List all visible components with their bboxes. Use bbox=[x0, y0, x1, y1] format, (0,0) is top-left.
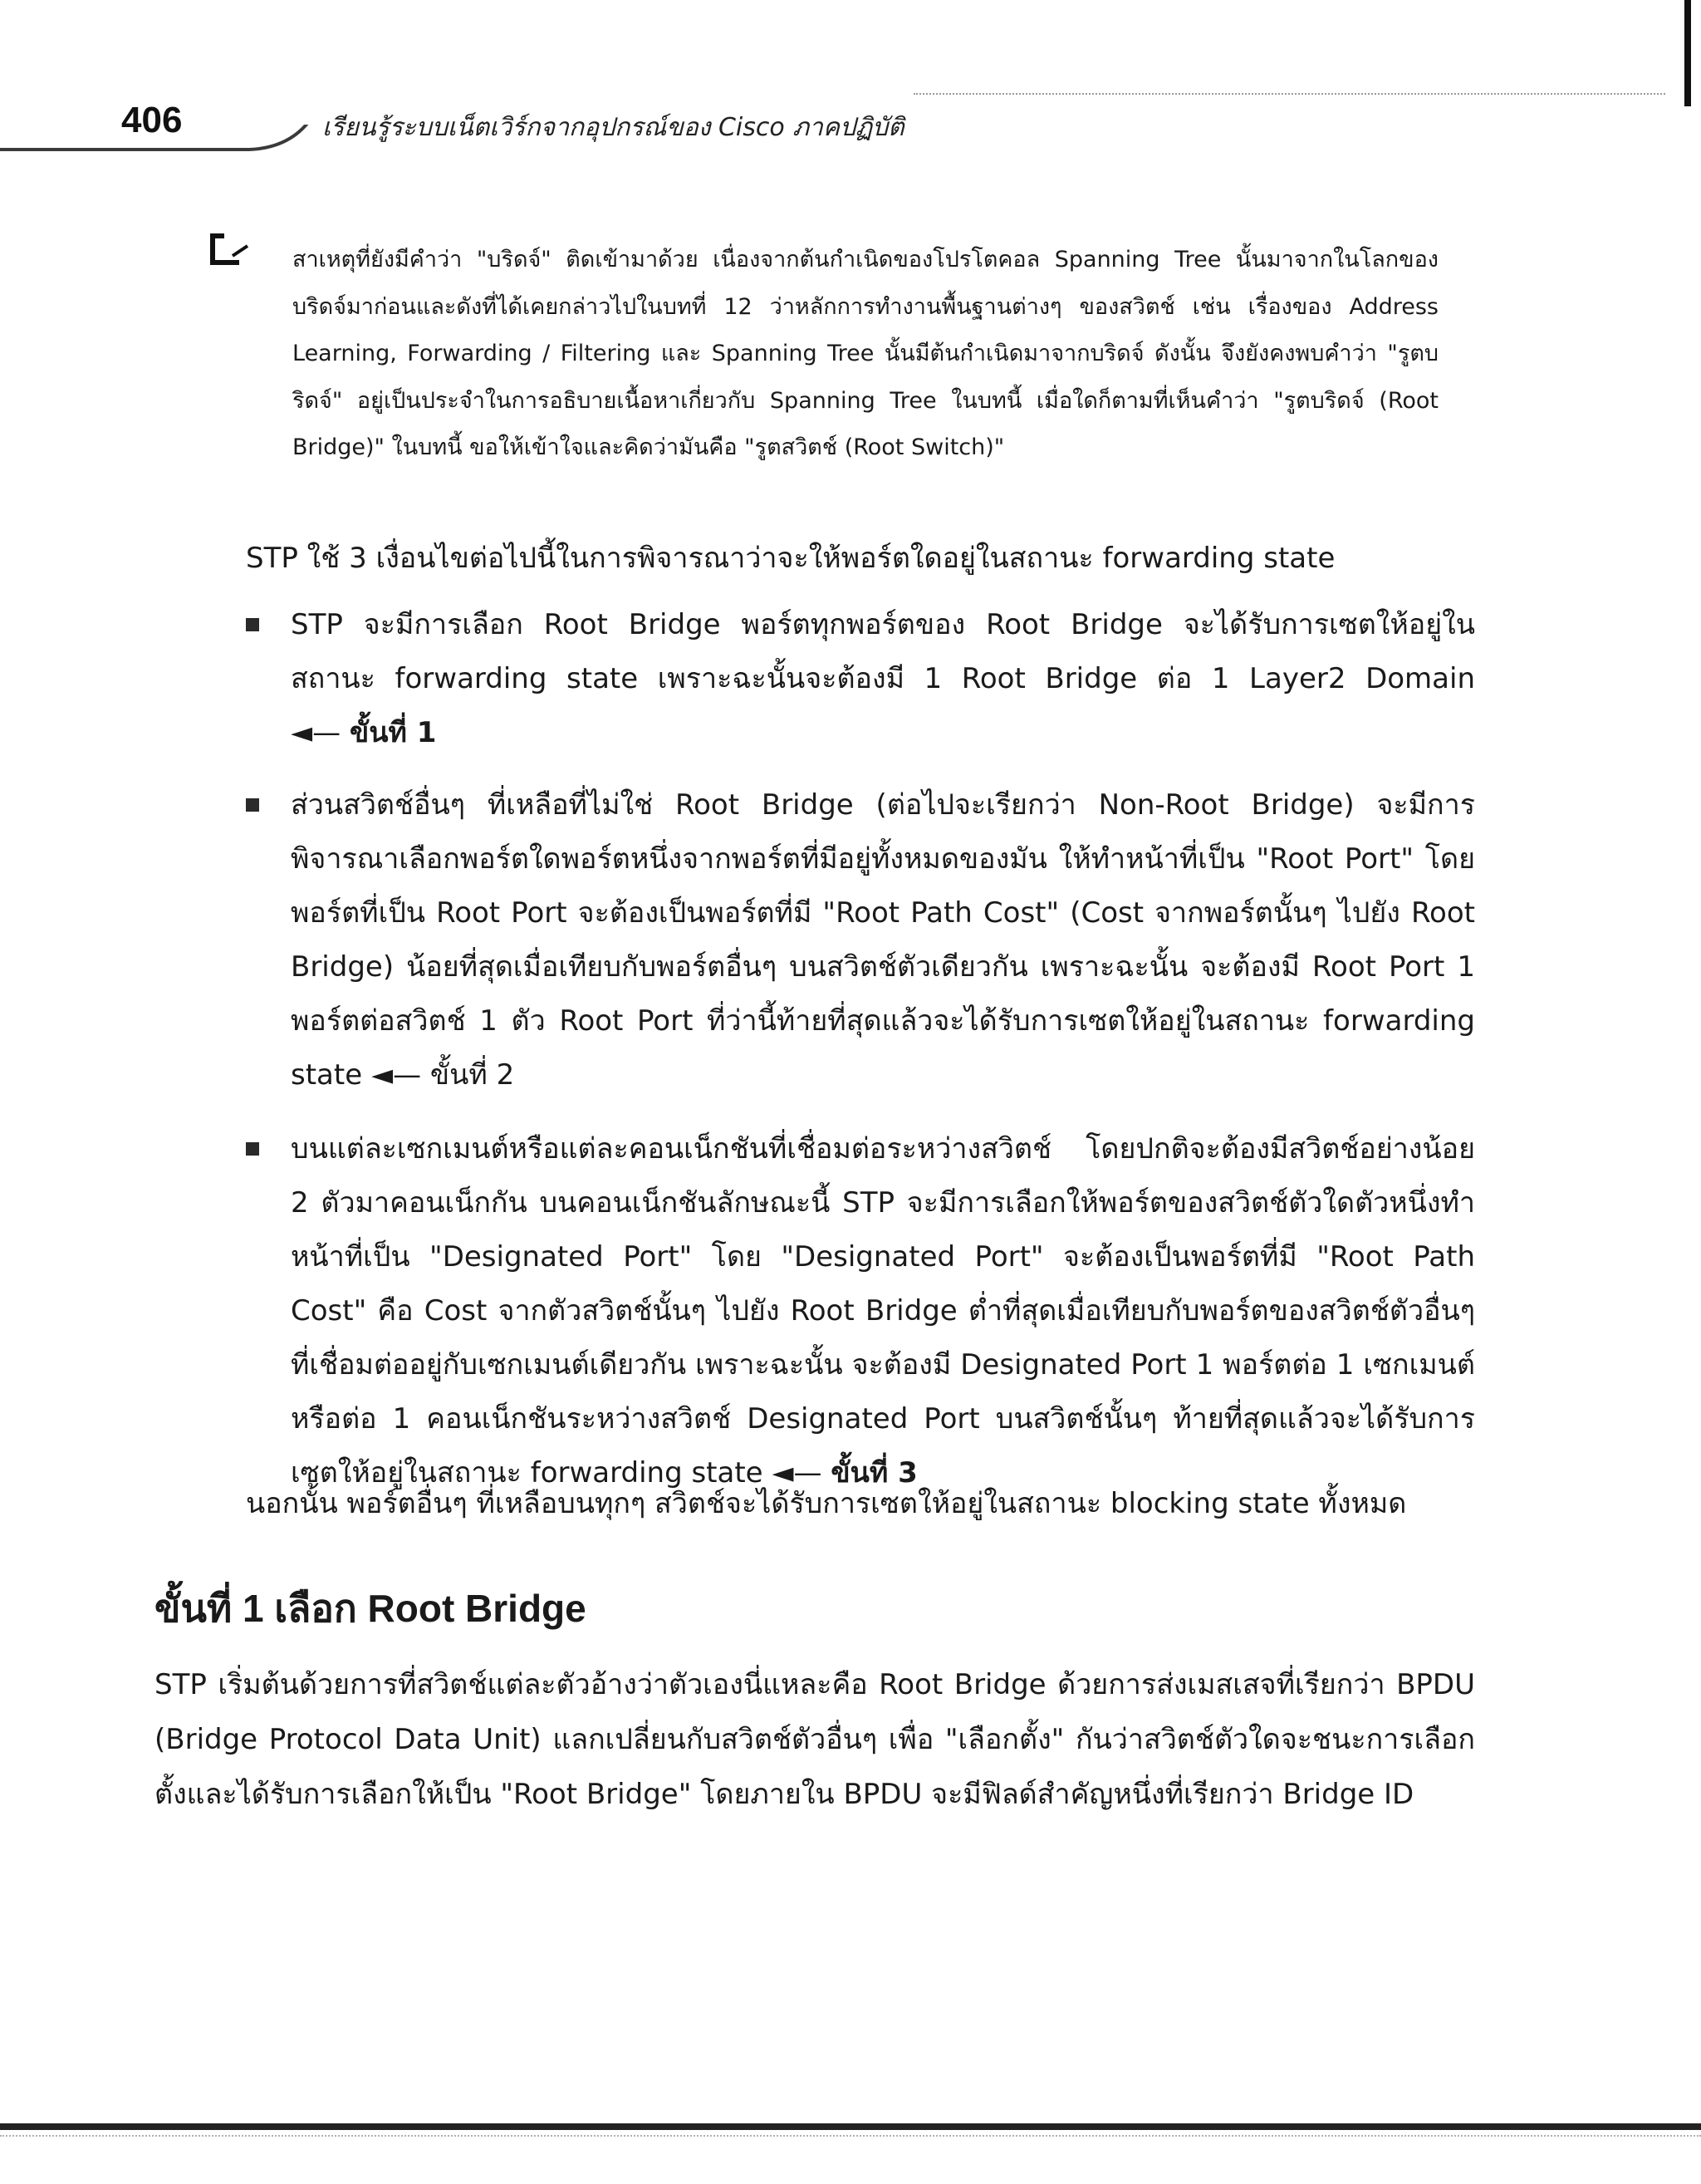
intro-paragraph: STP ใช้ 3 เงื่อนไขต่อไปนี้ในการพิจารณาว่าจะให้พอร์ตใดอยู่ในสถานะ forwarding state bbox=[246, 542, 1336, 575]
footer-dotted-line bbox=[0, 2135, 1701, 2137]
bullet-square-icon bbox=[246, 1142, 259, 1156]
condition-list bbox=[246, 598, 1475, 1500]
footer-rule bbox=[0, 2123, 1701, 2130]
page-edge-mark bbox=[1684, 0, 1691, 106]
bullet-square-icon bbox=[246, 618, 259, 631]
arrow-icon: ◄— bbox=[291, 716, 341, 749]
step-label: ขั้นที่ 3 bbox=[831, 1456, 918, 1490]
condition-text: STP จะมีการเลือก Root Bridge พอร์ตทุกพอร์ตของ Root Bridge จะได้รับการเซตให้อยู่ในสถานะ forwarding state เพราะฉะนั้นจะต้องมี 1 Root Bridge ต่อ 1 Layer2 Domain bbox=[291, 608, 1475, 695]
condition-text: ส่วนสวิตช์อื่นๆ ที่เหลือที่ไม่ใช่ Root Bridge (ต่อไปจะเรียกว่า Non-Root Bridge) จะมีการพิจารณาเลือกพอร์ตใดพอร์ตหนึ่งจากพอร์ตที่มีอยู่ทั้งหมดของมัน ให้ทำหน้าที่เป็น "Root Port" โดยพอร์ตที่เป็น Root Port จะต้องเป็นพอร์ตที่มี "Root Path Cost" (Cost จากพอร์ตนั้นๆ ไปยัง Root Bridge) น้อยที่สุดเมื่อเทียบกับพอร์ตอื่นๆ บนสวิตช์ตัวเดียวกัน เพราะฉะนั้น จะต้องมี Root Port 1 พอร์ตต่อสวิตช์ 1 ตัว Root Port ที่ว่านี้ท้ายที่สุดแล้วจะได้รับการเซตให้อยู่ในสถานะ forwarding state bbox=[291, 788, 1475, 1092]
arrow-icon: ◄— bbox=[370, 1058, 422, 1092]
condition-text: บนแต่ละเซกเมนต์หรือแต่ละคอนเน็กชันที่เชื่อมต่อระหว่างสวิตช์ โดยปกติจะต้องมีสวิตช์อย่างน้อย 2 ตัวมาคอนเน็กกัน บนคอนเน็กชันลักษณะนี้ STP จะมีการเลือกให้พอร์ตของสวิตช์ตัวใดตัวหนึ่งทำหน้าที่เป็น "Designated Port" โดย "Designated Port" จะต้องเป็นพอร์ตที่มี "Root Path Cost" คือ Cost จากตัวสวิตช์นั้นๆ ไปยัง Root Bridge ต่ำที่สุดเมื่อเทียบกับพอร์ตของสวิตช์ตัวอื่นๆ ที่เชื่อมต่ออยู่กับเซกเมนต์เดียวกัน เพราะฉะนั้น จะต้องมี Designated Port 1 พอร์ตต่อ 1 เซกเมนต์หรือต่อ 1 คอนเน็กชันระหว่างสวิตช์ Designated Port บนสวิตช์นั้นๆ ท้ายที่สุดแล้วจะได้รับการเซตให้อยู่ในสถานะ forwarding state bbox=[291, 1132, 1475, 1490]
list-item bbox=[246, 598, 1475, 760]
book-title: เรียนรู้ระบบเน็ตเวิร์กจากอุปกรณ์ของ Cisco ภาคปฏิบัติ bbox=[322, 113, 904, 142]
bullet-square-icon bbox=[246, 798, 259, 812]
list-item bbox=[246, 1122, 1475, 1500]
step-label: ขั้นที่ 2 bbox=[429, 1058, 515, 1092]
section-heading: ขั้นที่ 1 เลือก Root Bridge bbox=[154, 1587, 586, 1630]
header-rule bbox=[914, 93, 1665, 95]
note-bracket-icon bbox=[208, 231, 251, 269]
step-label: ขั้นที่ 1 bbox=[349, 716, 437, 749]
note-text: สาเหตุที่ยังมีคำว่า "บริดจ์" ติดเข้ามาด้วย เนื่องจากต้นกำเนิดของโปรโตคอล Spanning Tree นั้นมาจากในโลกของบริดจ์มาก่อนและดังที่ได้เคยกล่าวไปในบทที่ 12 ว่าหลักการทำงานพื้นฐานต่างๆ ของสวิตช์ เช่น เรื่องของ Address Learning, Forwarding / Filtering และ Spanning Tree นั้นมีต้นกำเนิดมาจากบริดจ์ ดังนั้น จึงยังคงพบคำว่า "รูตบริดจ์" อยู่เป็นประจำในการอธิบายเนื้อหาเกี่ยวกับ Spanning Tree ในบทนี้ เมื่อใดก็ตามที่เห็นคำว่า "รูตบริดจ์ (Root Bridge)" ในบทนี้ ขอให้เข้าใจและคิดว่ามันคือ "รูตสวิตช์ (Root Switch)" bbox=[292, 247, 1439, 460]
header-swoosh bbox=[0, 125, 324, 158]
closing-paragraph: นอกนั้น พอร์ตอื่นๆ ที่เหลือบนทุกๆ สวิตช์จะได้รับการเซตให้อยู่ในสถานะ blocking state ทั้งหมด bbox=[246, 1487, 1407, 1520]
list-item bbox=[246, 778, 1475, 1102]
arrow-icon: ◄— bbox=[772, 1456, 822, 1490]
section-body: STP เริ่มต้นด้วยการที่สวิตช์แต่ละตัวอ้างว่าตัวเองนี่แหละคือ Root Bridge ด้วยการส่งเมสเสจที่เรียกว่า BPDU (Bridge Protocol Data Unit) แลกเปลี่ยนกับสวิตช์ตัวอื่นๆ เพื่อ "เลือกตั้ง" กันว่าสวิตช์ตัวใดจะชนะการเลือกตั้งและได้รับการเลือกให้เป็น "Root Bridge" โดยภายใน BPDU จะมีฟิลด์สำคัญหนึ่งที่เรียกว่า Bridge ID bbox=[154, 1668, 1475, 1811]
page-number: 406 bbox=[121, 100, 183, 140]
